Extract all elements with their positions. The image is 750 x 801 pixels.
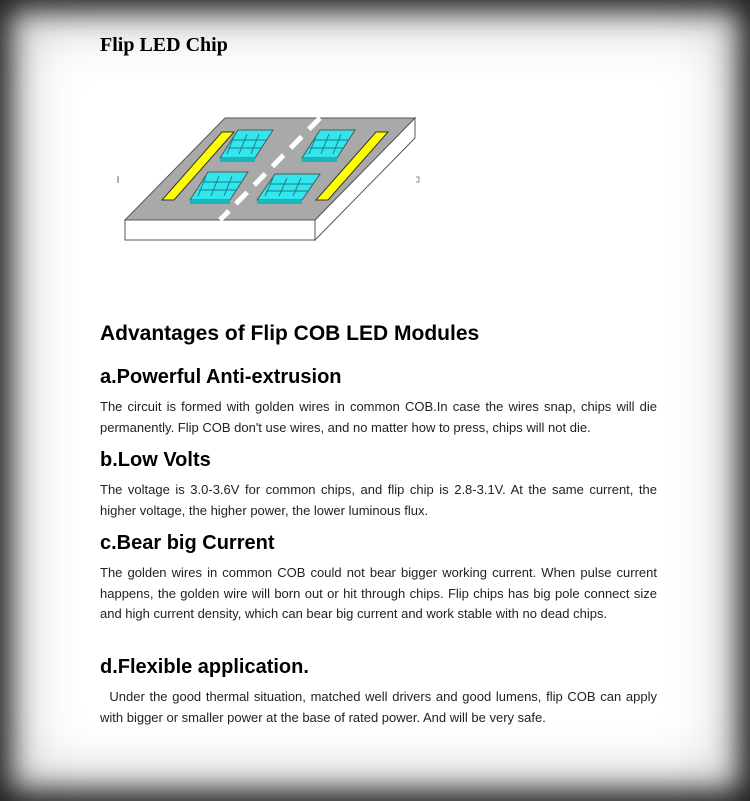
- section-low-volts: [100, 449, 657, 521]
- section-heading: c.Bear big Current: [100, 532, 275, 554]
- section-body: The golden wires in common COB could not bear bigger working current. When pulse current happens, the golden wire will born out or hit through chips. Flip chips has big pole connect size and high current density, which can bear big current and work stable with no dead chips.: [100, 565, 657, 622]
- section-body: The circuit is formed with golden wires in common COB.In case the wires snap, chips will die permanently. Flip COB don't use wires, and no matter how to press, chips will not die.: [100, 399, 657, 435]
- flip-chip-illustration: [110, 110, 430, 250]
- advantages-heading: Advantages of Flip COB LED Modules: [100, 322, 480, 345]
- section-big-current: [100, 532, 657, 625]
- section-body: The voltage is 3.0-3.6V for common chips, and flip chip is 2.8-3.1V. At the same current, the higher voltage, the higher power, the lower luminous flux.: [100, 482, 657, 518]
- section-heading: a.Powerful Anti-extrusion: [100, 366, 342, 388]
- page-title: Flip LED Chip: [100, 34, 228, 56]
- section-body: Under the good thermal situation, matched well drivers and good lumens, flip COB can apply with bigger or smaller power at the base of rated power. And will be very safe.: [100, 689, 661, 725]
- section-heading: d.Flexible application.: [100, 656, 309, 678]
- section-heading: b.Low Volts: [100, 449, 211, 471]
- section-flexible-application: [100, 656, 661, 728]
- section-anti-extrusion: [100, 366, 657, 438]
